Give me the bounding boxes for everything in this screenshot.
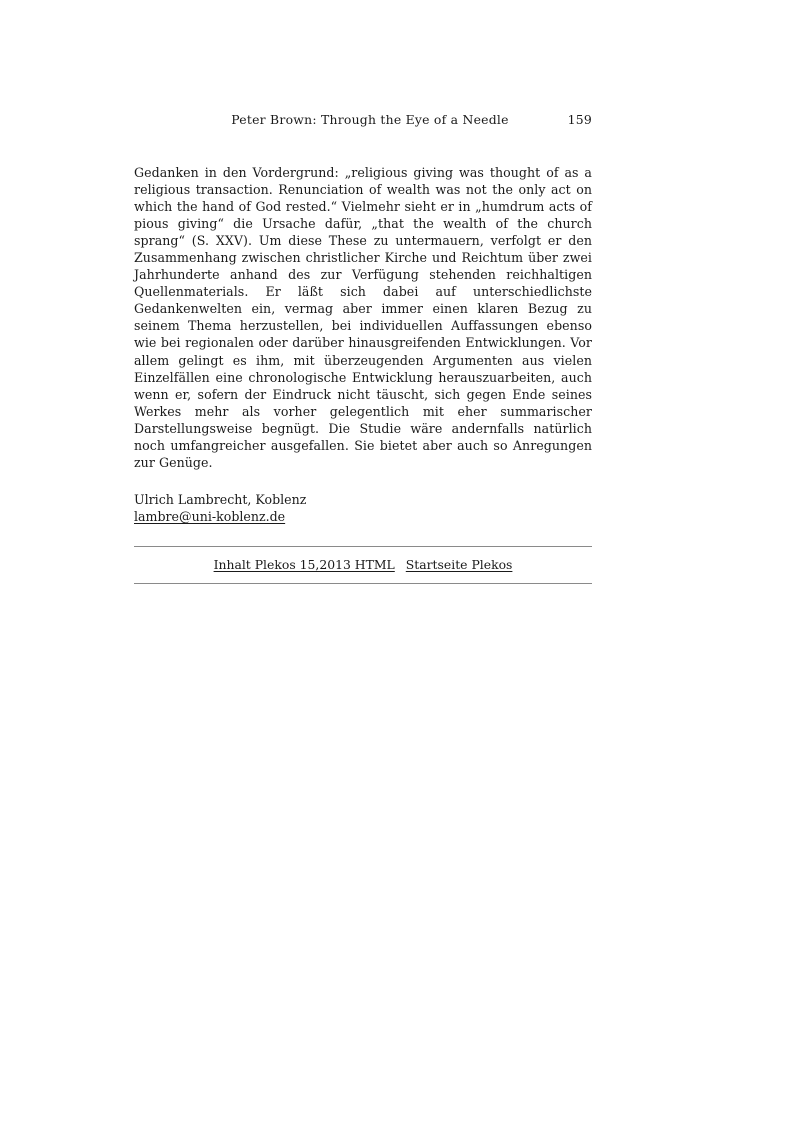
footer-links — [134, 547, 592, 583]
page-content — [134, 112, 592, 584]
running-header-title: Peter Brown: Through the Eye of a Needle — [231, 112, 509, 127]
author-name: Ulrich Lambrecht, Koblenz — [134, 491, 307, 507]
footer-link-home[interactable]: Startseite Plekos — [405, 556, 513, 572]
running-header — [134, 112, 592, 134]
author-email-link[interactable]: lambre@uni-koblenz.de — [134, 508, 286, 524]
footer-navigation — [134, 546, 592, 584]
page-number: 159 — [567, 112, 592, 127]
author-signature — [134, 491, 592, 525]
footer-rule-bottom — [134, 583, 592, 584]
body-paragraph: Gedanken in den Vordergrund: „religious giving was thought of as a religious transaction. Renunciation of wealth was not the only act on which the hand of God rested.“ Vielmehr sieht er in „humdrum acts of pious giving“ die Ursache dafür, „that the wealth of the church sprang“ (S. XXV). Um diese These zu untermauern, verfolgt er den Zusammenhang zwischen christlicher Kirche und Reichtum über zwei Jahrhunderte anhand des zur Verfügung stehenden reichhaltigen Quellenmaterials. Er läßt sich dabei auf unterschiedlichste Gedankenwelten ein, vermag aber immer einen klaren Bezug zu seinem Thema herzustellen, bei individuellen Auffassungen ebenso wie bei regionalen oder darüber hinausgreifenden Entwicklungen. Vor allem gelingt es ihm, mit überzeugenden Argumenten aus vielen Einzelfällen eine chronologische Entwicklung herauszuarbeiten, auch wenn er, sofern der Eindruck nicht täuscht, sich gegen Ende seines Werkes mehr als vorher gelegentlich mit eher summarischer Darstellungsweise begnügt. Die Studie wäre andernfalls natürlich noch umfangreicher ausgefallen. Sie bietet aber auch so Anregungen zur Genüge. — [134, 165, 592, 470]
body-text — [134, 164, 592, 471]
footer-link-contents[interactable]: Inhalt Plekos 15,2013 HTML — [213, 556, 395, 572]
